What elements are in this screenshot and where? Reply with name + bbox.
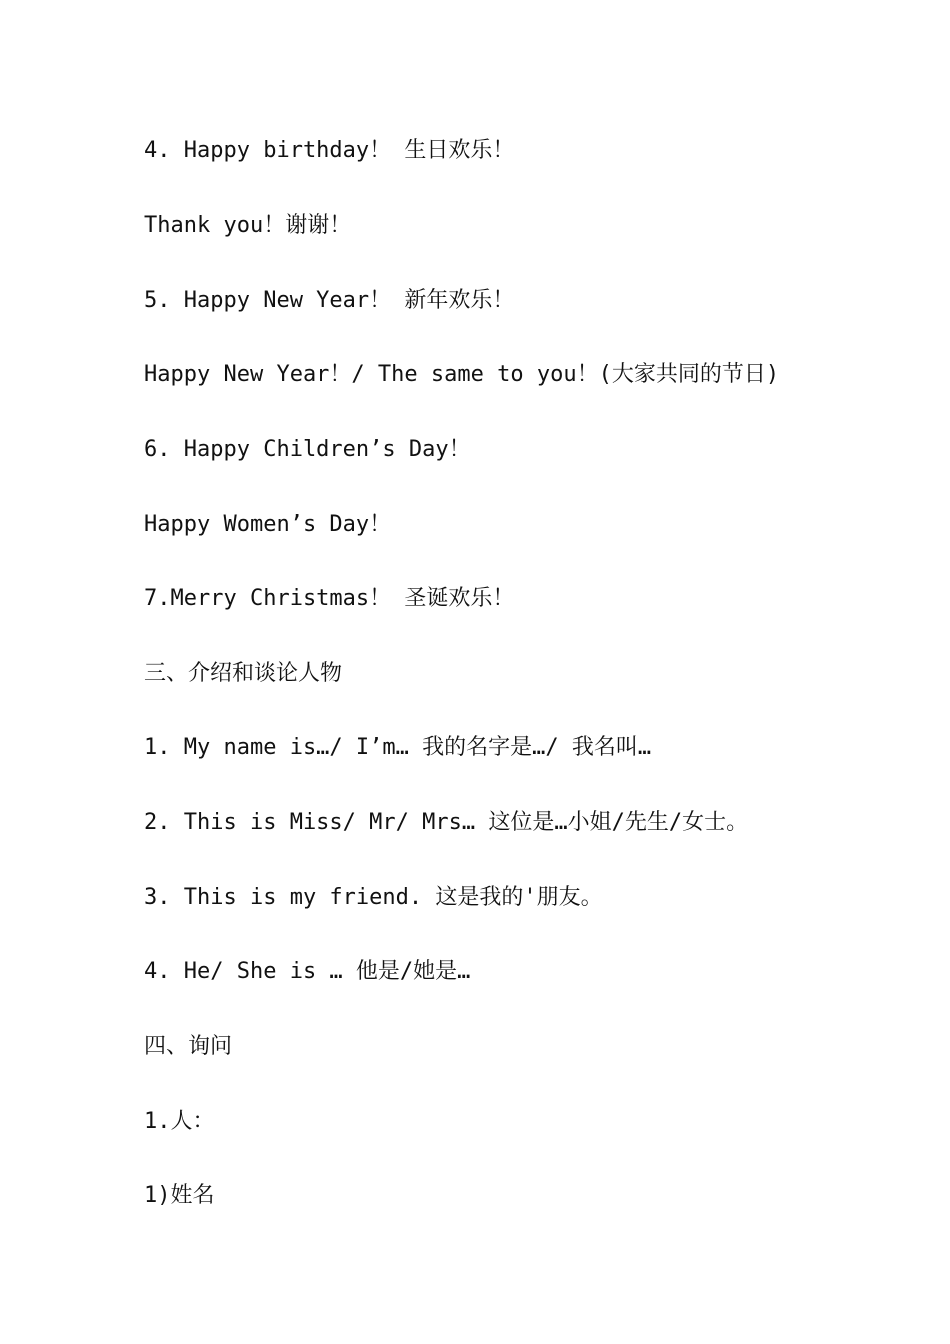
section-heading: 三、介绍和谈论人物: [144, 661, 343, 686]
section-heading: 四、询问: [144, 1034, 233, 1059]
text-line: 1)姓名: [144, 1183, 215, 1208]
text-line: 4. He/ She is … 他是/她是…: [144, 959, 471, 984]
text-line: 4. Happy birthday！ 生日欢乐！: [144, 138, 515, 163]
text-line: 6. Happy Children’s Day！: [144, 437, 471, 462]
text-line: 3. This is my friend. 这是我的'朋友。: [144, 885, 603, 910]
text-line: 7.Merry Christmas！ 圣诞欢乐！: [144, 586, 515, 611]
text-line: 1. My name is…/ I’m… 我的名字是…/ 我名叫…: [144, 735, 652, 760]
text-line: Happy New Year！/ The same to you！(大家共同的节日): [144, 362, 780, 387]
text-line: Thank you！谢谢！: [144, 213, 352, 238]
text-line: 2. This is Miss/ Mr/ Mrs… 这位是…小姐/先生/女士。: [144, 810, 749, 835]
text-line: Happy Women’s Day！: [144, 512, 392, 537]
text-line: 5. Happy New Year！ 新年欢乐！: [144, 288, 515, 313]
text-line: 1.人：: [144, 1109, 215, 1134]
